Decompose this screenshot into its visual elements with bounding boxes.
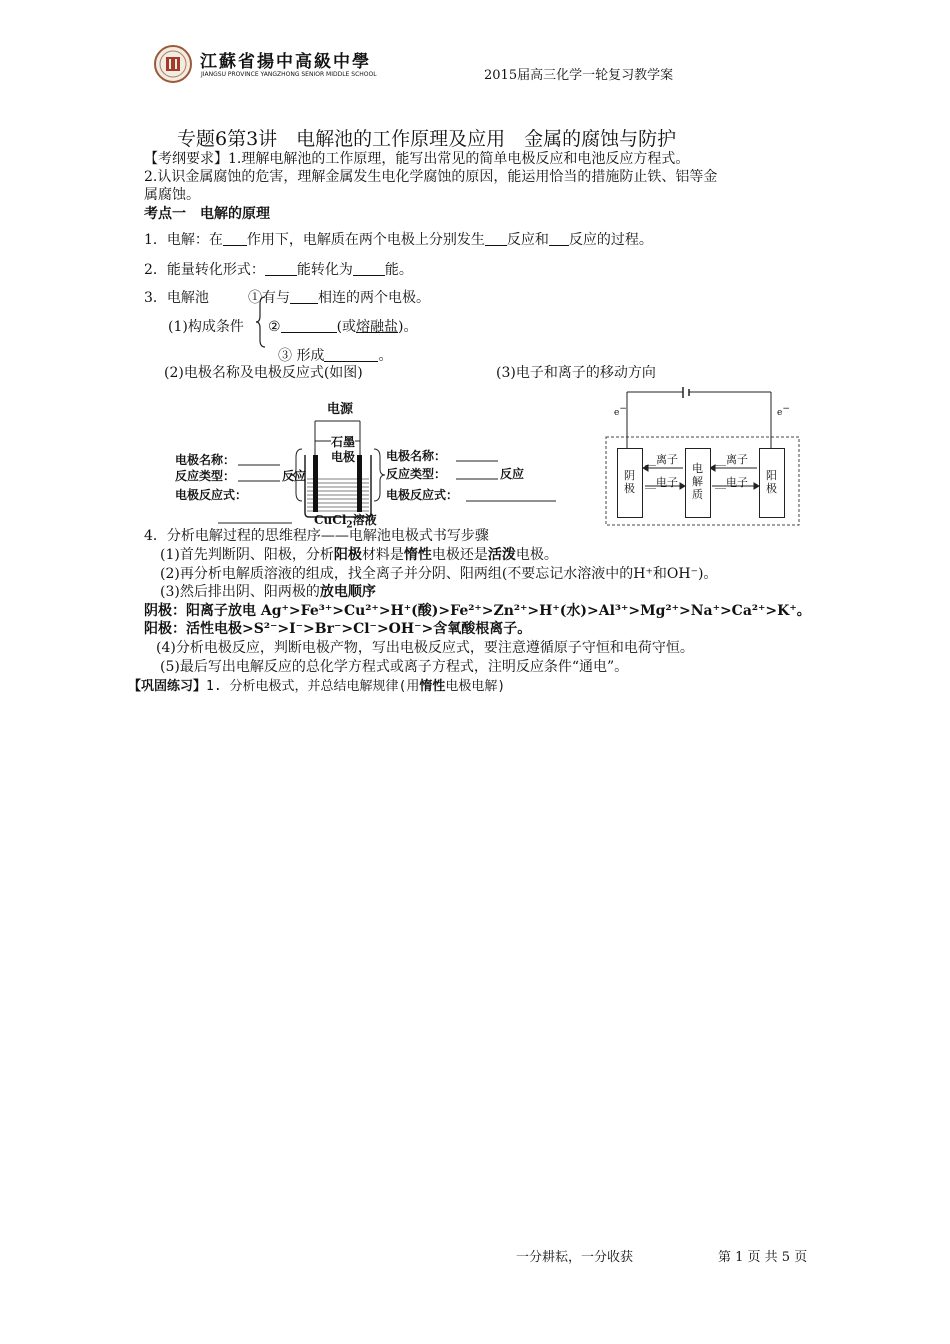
step-4: (4)分析电极反应，判断电极产物，写出电极反应式，要注意遵循原子守恒和电荷守恒。 <box>156 640 694 656</box>
condition-1: ①有与 相连的两个电极。 <box>248 290 430 306</box>
right-name-label: 电极名称： <box>386 449 447 463</box>
requirements-tag: 【考纲要求】 <box>144 151 228 167</box>
practice: 【巩固练习】1. 分析电极式，并总结电解规律(用惰性电极电解) <box>128 679 506 694</box>
ion-label-left: __离子 <box>645 453 678 466</box>
brace <box>256 296 266 348</box>
left-reaction-label: 反应 <box>282 469 307 483</box>
requirements <box>144 150 689 168</box>
anode-box: 阳极 <box>759 448 785 518</box>
figure-movement <box>605 386 801 528</box>
section-title: 考点一 电解的原理 <box>144 206 270 222</box>
graphite-label: 石墨 <box>331 435 356 449</box>
figure-electrolytic-cell <box>170 395 570 530</box>
electron-text-left: __电子 <box>645 476 678 489</box>
footer-motto: 一分耕耘，一分收获 <box>516 1250 634 1265</box>
electron-label-left: e− <box>614 404 627 418</box>
right-type-label: 反应类型： <box>386 467 447 481</box>
item-cell-label: 3．电解池 <box>144 290 209 306</box>
condition-2: ② (或熔融盐)。 <box>268 319 418 335</box>
anode-order: 阳极：活性电极>S²⁻>I⁻>Br⁻>Cl⁻>OH⁻>含氧酸根离子。 <box>144 621 532 637</box>
electron-label-right: e− <box>777 404 790 418</box>
step-3: (3)然后排出阴、阳两极的放电顺序 <box>160 584 376 600</box>
page-number: 第 1 页 共 5 页 <box>718 1250 808 1265</box>
composition-label: (1)构成条件 <box>168 319 244 335</box>
left-equation-label: 电极反应式： <box>175 488 248 502</box>
power-label: 电源 <box>327 402 354 417</box>
solution-label: CuCl$_2$溶液 <box>314 513 377 531</box>
document-label: 2015届高三化学一轮复习教学案 <box>484 68 674 83</box>
movement-label: (3)电子和离子的移动方向 <box>496 365 656 381</box>
requirements-line3: 属腐蚀。 <box>144 187 200 203</box>
requirements-line2: 2.认识金属腐蚀的危害，理解金属发生电化学腐蚀的原因，能运用恰当的措施防止铁、铝等金 <box>144 169 718 185</box>
item-energy: 2．能量转化形式： 能转化为 能。 <box>144 262 413 278</box>
left-type-label: 反应类型： <box>175 469 236 483</box>
page-title: 专题6第3讲 电解池的工作原理及应用 金属的腐蚀与防护 <box>177 128 677 150</box>
right-equation-label: 电极反应式： <box>386 488 459 502</box>
electron-text-right: __电子 <box>715 476 748 489</box>
school-name-en: JIANGSU PROVINCE YANGZHONG SENIOR MIDDLE SCHOOL <box>201 71 377 78</box>
cathode-box: 阴极 <box>617 448 643 518</box>
item-electrolysis: 1．电解：在 作用下，电解质在两个电极上分别发生 反应和 反应的过程。 <box>144 232 653 248</box>
cathode-order: 阴极：阳离子放电 Ag⁺>Fe³⁺>Cu²⁺>H⁺(酸)>Fe²⁺>Zn²⁺>H⁺(水)>Al³⁺>Mg²⁺>Na⁺>Ca²⁺>K⁺。 <box>144 603 811 619</box>
step-2: (2)再分析电解质溶液的组成，找全离子并分阴、阳两组(不要忘记水溶液中的H⁺和OH⁻)。 <box>160 566 718 582</box>
school-logo <box>154 45 192 83</box>
condition-3: ③ 形成 。 <box>278 348 393 364</box>
step-1: (1)首先判断阴、阳极，分析阳极材料是惰性电极还是活泼电极。 <box>160 547 558 563</box>
school-name: 江蘇省揚中高級中學 <box>200 52 371 72</box>
left-name-label: 电极名称： <box>175 453 236 467</box>
ion-label-right: __离子 <box>715 453 748 466</box>
right-reaction-label: 反应 <box>500 467 525 481</box>
electrode-label: 电极 <box>331 450 356 464</box>
electrolyte-box: 电解质 <box>685 448 711 518</box>
item4-title: 4．分析电解过程的思维程序——电解池电极式书写步骤 <box>144 528 489 544</box>
electrode-names-label: (2)电极名称及电极反应式(如图) <box>164 365 363 381</box>
requirements-line1: 1.理解电解池的工作原理，能写出常见的简单电极反应和电池反应方程式。 <box>228 151 690 167</box>
step-5: (5)最后写出电解反应的总化学方程式或离子方程式，注明反应条件“通电”。 <box>160 659 629 675</box>
